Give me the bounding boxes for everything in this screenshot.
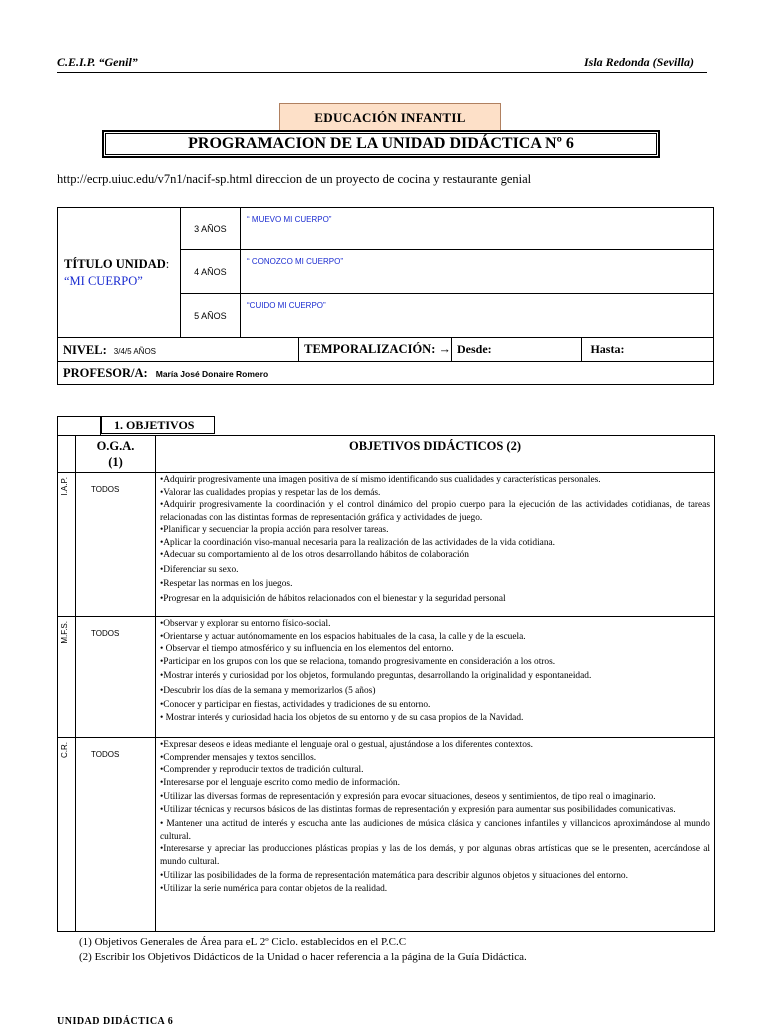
- teacher-cell: [58, 362, 714, 385]
- footnote-1: (1) Objetivos Generales de Área para eL 2º Ciclo. establecidos en el P.C.C: [79, 936, 407, 948]
- objective-item: •Utilizar las diversas formas de representación y expresión para evocar situaciones, deseos y sentimientos, de tipo real o imaginario.: [160, 792, 656, 802]
- unit-title-cell: [58, 208, 181, 338]
- footnotes: [79, 935, 527, 965]
- objective-item: •Adquirir progresivamente una imagen positiva de sí mismo identificando sus cualidades y características personales.: [160, 475, 601, 485]
- age-label: 3 AÑOS: [180, 208, 240, 250]
- objectives-list: [156, 473, 715, 617]
- objective-item: •Progresar en la adquisición de hábitos relacionados con el bienestar y la seguridad personal: [160, 593, 506, 604]
- objective-item: •Orientarse y actuar autónomamente en los espacios habituales de la casa, la calle y de la escuela.: [160, 631, 526, 642]
- level-value: 3/4/5 AÑOS: [113, 346, 157, 356]
- level-label: NIVEL:: [63, 342, 107, 357]
- objective-item: •Diferenciar su sexo.: [160, 564, 239, 575]
- area-code-cell: [58, 617, 76, 738]
- area-code: C.R.: [60, 742, 69, 758]
- corner-cell: [58, 436, 76, 473]
- unit-title-colon: :: [165, 256, 170, 271]
- age-unit-title: “ CONOZCO MI CUERPO”: [241, 250, 714, 294]
- area-code-cell: [58, 473, 76, 617]
- objective-item: • Mantener una actitud de interés y escucha ante las audiciones de música clásica y canciones infantiles y villancicos aproximándose al mundo cultural.: [160, 819, 710, 842]
- page-footer: UNIDAD DIDÁCTICA 6: [57, 1016, 174, 1027]
- header-divider: [57, 72, 707, 73]
- temporalizacion-label: TEMPORALIZACIÓN: →: [299, 338, 452, 362]
- area-code: M.F.S.: [60, 621, 69, 644]
- objective-item: •Participar en los grupos con los que se relaciona, tomando progresivamente en consideración a los otros.: [160, 656, 556, 667]
- objective-item: •Utilizar técnicas y recursos básicos de las distintas formas de representación y expresión para aumentar sus posibilidades comunicativas.: [160, 804, 676, 815]
- age-label: 4 AÑOS: [180, 250, 240, 294]
- objectives-tab-spacer: [57, 416, 101, 436]
- objective-item: •Expresar deseos e ideas mediante el lenguaje oral o gestual, ajustándose a los diferentes contextos.: [160, 740, 533, 750]
- objective-item: •Adecuar su comportamiento al de los otros desarrollando hábitos de colaboración: [160, 550, 469, 560]
- from-date-label: Desde:: [452, 338, 582, 362]
- objective-item: •Descubrir los días de la semana y memorizarlos (5 años): [160, 685, 376, 696]
- age-unit-title: “ MUEVO MI CUERPO”: [241, 208, 714, 250]
- school-location: Isla Redonda (Sevilla): [584, 55, 694, 69]
- objective-item: •Planificar y secuenciar la propia acción para resolver tareas.: [160, 525, 389, 535]
- objective-item: •Respetar las normas en los juegos.: [160, 579, 293, 589]
- objective-item: • Mostrar interés y curiosidad hacia los objetos de su entorno y de su casa propios de la Navidad.: [160, 712, 524, 723]
- objective-item: •Utilizar la serie numérica para contar objetos de la realidad.: [160, 883, 388, 894]
- objective-item: •Adquirir progresivamente la coordinación y el control dinámico del propio cuerpo para la ejecución de las actividades cotidianas, de tareas relacionadas con las distintas formas de representación gráfica y actividades de juego.: [160, 500, 710, 523]
- project-link-text: http://ecrp.uiuc.edu/v7n1/nacif-sp.html direccion de un proyecto de cocina y restaurante genial: [57, 172, 532, 186]
- teacher-name: María José Donaire Romero: [155, 369, 269, 379]
- oga-value: TODOS: [76, 738, 156, 932]
- objective-item: •Mostrar interés y curiosidad por los objetos, formulando preguntas, desarrollando la originalidad y espontaneidad.: [160, 671, 592, 681]
- school-name: C.E.I.P. “Genil”: [57, 55, 138, 69]
- footnote-2: (2) Escribir los Objetivos Didácticos de la Unidad o hacer referencia a la página de la Guía Didáctica.: [79, 951, 527, 963]
- didactic-objectives-header: OBJETIVOS DIDÁCTICOS (2): [156, 436, 715, 473]
- oga-header-line1: O.G.A.: [96, 439, 135, 453]
- unit-title-label: TÍTULO UNIDAD: [64, 256, 166, 271]
- objective-item: •Comprender y reproducir textos de tradición cultural.: [160, 765, 364, 775]
- objective-item: •Observar y explorar su entorno físico-social.: [160, 619, 331, 629]
- oga-value: TODOS: [76, 617, 156, 738]
- objective-item: •Valorar las cualidades propias y respetar las de los demás.: [160, 487, 381, 498]
- stage-banner: EDUCACIÓN INFANTIL: [279, 103, 501, 132]
- area-code-cell: [58, 738, 76, 932]
- objective-item: •Conocer y participar en fiestas, actividades y tradiciones de su entorno.: [160, 700, 431, 710]
- objective-item: •Aplicar la coordinación viso-manual necesaria para la realización de las actividades de la vida cotidiana.: [160, 537, 556, 548]
- objective-item: •Interesarse y apreciar las producciones plásticas propias y las de los demás, y por algunas obras artísticas que se le presenten, acercándose al mundo cultural.: [160, 844, 710, 867]
- oga-column-header: [76, 436, 156, 473]
- objective-item: • Observar el tiempo atmosférico y su influencia en los elementos del entorno.: [160, 644, 454, 654]
- area-code: I.A.P.: [60, 477, 69, 496]
- oga-value: TODOS: [76, 473, 156, 617]
- teacher-label: PROFESOR/A:: [63, 366, 148, 380]
- objectives-list: [156, 617, 715, 738]
- objective-item: •Utilizar las posibilidades de la forma de representación matemática para describir algunos objetos y situaciones del entorno.: [160, 871, 628, 881]
- objectives-list: [156, 738, 715, 932]
- objective-item: •Comprender mensajes y textos sencillos.: [160, 752, 317, 763]
- level-cell: [58, 338, 299, 362]
- age-label: 5 AÑOS: [180, 294, 240, 338]
- oga-header-line2: (1): [108, 455, 123, 469]
- age-unit-title: “CUIDO MI CUERPO”: [241, 294, 714, 338]
- objective-item: •Interesarse por el lenguaje escrito como medio de información.: [160, 777, 400, 788]
- to-date-label: Hasta:: [582, 338, 714, 362]
- document-title: PROGRAMACION DE LA UNIDAD DIDÁCTICA Nº 6: [102, 130, 660, 158]
- objectives-heading: 1. OBJETIVOS: [101, 416, 215, 434]
- unit-title-value: “MI CUERPO”: [64, 273, 143, 288]
- objectives-table: [57, 435, 715, 932]
- unit-info-table: [57, 207, 714, 385]
